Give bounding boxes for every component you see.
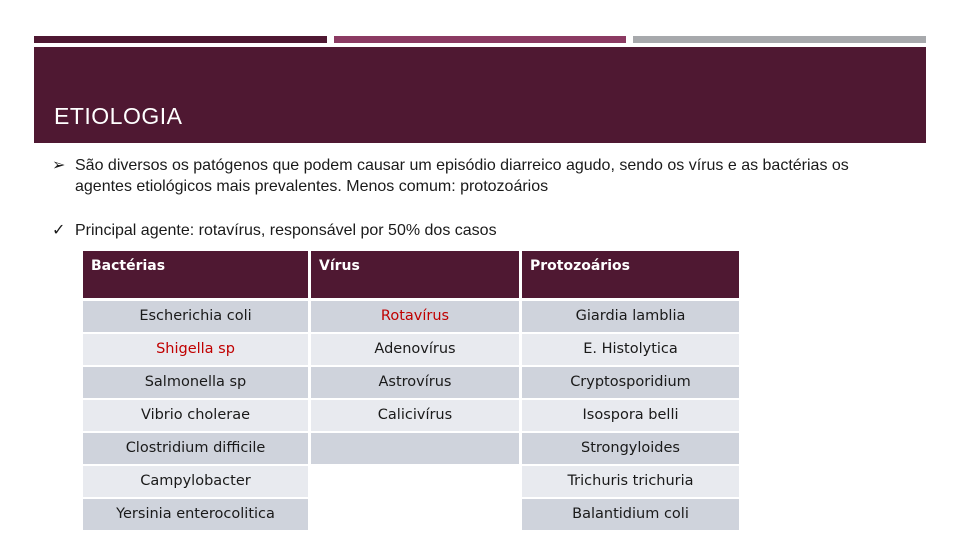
table-header-bacterias: Bactérias [83,251,308,298]
slide-title: ETIOLOGIA [54,103,183,129]
table-cell: Campylobacter [83,466,308,497]
title-band [34,47,926,143]
table-cell: Vibrio cholerae [83,400,308,431]
table-cell: Astrovírus [311,367,519,398]
table-cell: Strongyloides [522,433,739,464]
table-cell: Giardia lamblia [522,301,739,332]
table-cell: Salmonella sp [83,367,308,398]
table-cell: Rotavírus [311,301,519,332]
arrow-bullet-icon: ➢ [52,157,66,174]
table-header-protozoarios: Protozoários [522,251,739,298]
bullet-item [52,155,875,197]
checkmark-bullet-icon: ✓ [52,222,66,239]
table-header-virus: Vírus [311,251,519,298]
table-cell: E. Histolytica [522,334,739,365]
table-cell: Shigella sp [83,334,308,365]
bullet-text: Principal agente: rotavírus, responsável por 50% dos casos [75,222,497,239]
table-cell: Escherichia coli [83,301,308,332]
table-cell: Yersinia enterocolitica [83,499,308,530]
table-cell: Cryptosporidium [522,367,739,398]
bullet-text: São diversos os patógenos que podem causar um episódio diarreico agudo, sendo os vírus e as bactérias os agentes etiológicos mais prevalentes. Menos comum: protozoários [75,157,849,195]
table-cell: Calicivírus [311,400,519,431]
table-cell: Adenovírus [311,334,519,365]
bullet-item [52,220,875,241]
table-cell-empty [311,466,519,497]
top-accent-bar-3 [633,36,926,43]
table-cell: Clostridium difficile [83,433,308,464]
table-cell: Balantidium coli [522,499,739,530]
table-cell: Isospora belli [522,400,739,431]
top-accent-bar-1 [34,36,327,43]
top-accent-bar-2 [334,36,626,43]
table-cell-empty [311,433,519,464]
table-cell: Trichuris trichuria [522,466,739,497]
table-cell-empty [311,499,519,530]
